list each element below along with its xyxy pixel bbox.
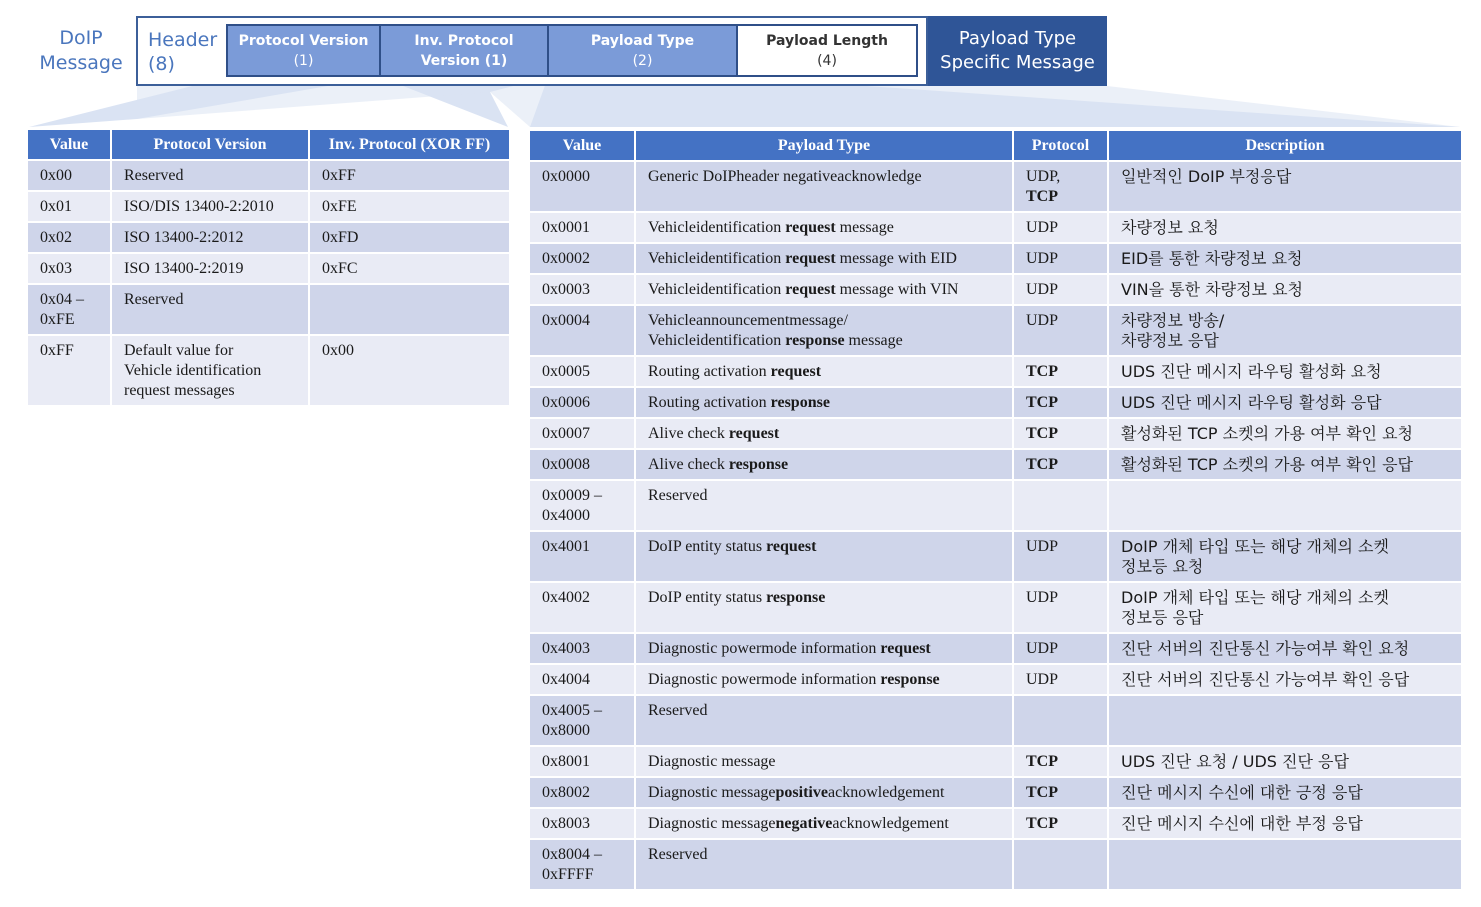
payload-value-cell: 0x4004 — [529, 664, 635, 695]
payload-protocol-cell — [1013, 582, 1108, 633]
protocol-inv-cell: 0xFC — [309, 253, 510, 284]
protocol-row — [27, 253, 510, 284]
payload-type-text: Diagnostic powermode information — [648, 671, 881, 688]
payload-description-cell: UDS 진단 메시지 라우팅 활성화 응답 — [1108, 387, 1462, 418]
payload-protocol-cell — [1013, 808, 1108, 839]
payload-protocol-cell — [1013, 480, 1108, 531]
payload-description-cell: UDS 진단 요청 / UDS 진단 응답 — [1108, 746, 1462, 777]
header-label-line2: (8) — [148, 53, 175, 75]
payload-type-cell — [635, 387, 1013, 418]
field-inv-protocol-name2: Version (1) — [420, 52, 508, 69]
payload-type-cell — [635, 633, 1013, 664]
protocol-text: UDP — [1026, 589, 1059, 606]
payload-protocol-cell — [1013, 746, 1108, 777]
payload-type-text: DoIP entity status — [648, 589, 767, 606]
protocol-text: UDP — [1026, 281, 1059, 298]
payload-type-text: DoIP entity status — [648, 538, 767, 555]
payload-col-description: Description — [1108, 130, 1462, 161]
payload-row — [529, 274, 1462, 305]
protocol-value-cell: 0x02 — [27, 222, 111, 253]
payload-type-cell — [635, 356, 1013, 387]
payload-row — [529, 161, 1462, 212]
payload-type-text: Diagnostic powermode information — [648, 640, 881, 657]
payload-type-text: Vehicleannouncementmessage/ Vehicleidentification — [648, 312, 848, 349]
payload-type-text: acknowledgement — [832, 815, 949, 832]
protocol-text: UDP — [1026, 312, 1059, 329]
payload-value-cell: 0x0000 — [529, 161, 635, 212]
payload-row — [529, 531, 1462, 582]
field-payload-length-name: Payload Length — [766, 32, 888, 49]
payload-protocol-cell — [1013, 161, 1108, 212]
payload-description-cell: DoIP 개체 타입 또는 해당 개체의 소켓 정보등 응답 — [1108, 582, 1462, 633]
payload-type-cell — [635, 449, 1013, 480]
protocol-value-cell: 0x01 — [27, 191, 111, 222]
payload-type-emphasis: response — [728, 456, 789, 473]
payload-type-emphasis: request — [728, 425, 780, 442]
payload-type-text: acknowledgement — [827, 784, 945, 801]
payload-col-protocol: Protocol — [1013, 130, 1108, 161]
protocol-emphasis: TCP — [1026, 753, 1058, 770]
protocol-text: UDP — [1026, 640, 1059, 657]
payload-col-value: Value — [529, 130, 635, 161]
payload-value-cell: 0x8004 – 0xFFFF — [529, 839, 635, 890]
field-inv-protocol-version — [379, 24, 549, 77]
payload-value-cell: 0x4002 — [529, 582, 635, 633]
protocol-inv-cell: 0xFF — [309, 160, 510, 191]
protocol-row — [27, 160, 510, 191]
protocol-col-version: Protocol Version — [111, 129, 309, 160]
protocol-value-cell: 0x03 — [27, 253, 111, 284]
protocol-inv-cell: 0x00 — [309, 335, 510, 406]
payload-type-text: Generic DoIPheader negativeacknowledge — [648, 168, 922, 185]
payload-type-cell — [635, 531, 1013, 582]
protocol-version-table — [26, 128, 511, 407]
payload-type-cell — [635, 664, 1013, 695]
payload-type-text: Routing activation — [648, 363, 771, 380]
payload-type-cell — [635, 808, 1013, 839]
payload-type-cell — [635, 212, 1013, 243]
payload-type-text: Diagnostic message — [648, 815, 776, 832]
payload-row — [529, 418, 1462, 449]
payload-row — [529, 356, 1462, 387]
protocol-col-value: Value — [27, 129, 111, 160]
payload-row — [529, 582, 1462, 633]
payload-row — [529, 777, 1462, 808]
payload-type-text: Reserved — [648, 846, 708, 863]
payload-description-cell: 진단 메시지 수신에 대한 긍정 응답 — [1108, 777, 1462, 808]
protocol-emphasis: TCP — [1026, 456, 1058, 473]
payload-row — [529, 212, 1462, 243]
payload-type-cell — [635, 161, 1013, 212]
payload-value-cell: 0x0005 — [529, 356, 635, 387]
payload-row — [529, 839, 1462, 890]
protocol-version-cell: ISO 13400-2:2012 — [111, 222, 309, 253]
protocol-text: UDP — [1026, 219, 1059, 236]
protocol-row — [27, 191, 510, 222]
payload-type-text: message with VIN — [835, 281, 959, 298]
payload-protocol-cell — [1013, 839, 1108, 890]
payload-description-cell: 활성화된 TCP 소켓의 가용 여부 확인 응답 — [1108, 449, 1462, 480]
payload-protocol-cell — [1013, 243, 1108, 274]
field-protocol-version — [226, 24, 381, 77]
payload-description-cell: 진단 메시지 수신에 대한 부정 응답 — [1108, 808, 1462, 839]
payload-value-cell: 0x4005 – 0x8000 — [529, 695, 635, 746]
payload-description-cell: 활성화된 TCP 소켓의 가용 여부 확인 요청 — [1108, 418, 1462, 449]
payload-description-cell: 일반적인 DoIP 부정응답 — [1108, 161, 1462, 212]
payload-type-text: Reserved — [648, 487, 708, 504]
payload-value-cell: 0x0007 — [529, 418, 635, 449]
protocol-text: UDP, — [1026, 168, 1061, 185]
payload-row — [529, 305, 1462, 356]
payload-row — [529, 449, 1462, 480]
payload-type-cell — [635, 582, 1013, 633]
header-label-line1: Header — [148, 29, 218, 51]
field-payload-type-size: (2) — [632, 52, 653, 69]
field-payload-length — [736, 24, 918, 77]
payload-value-cell: 0x0006 — [529, 387, 635, 418]
protocol-emphasis: TCP — [1026, 784, 1058, 801]
payload-type-cell — [635, 839, 1013, 890]
payload-description-cell: UDS 진단 메시지 라우팅 활성화 요청 — [1108, 356, 1462, 387]
payload-value-cell: 0x0003 — [529, 274, 635, 305]
protocol-inv-cell: 0xFD — [309, 222, 510, 253]
payload-col-type: Payload Type — [635, 130, 1013, 161]
payload-type-cell — [635, 746, 1013, 777]
payload-type-cell — [635, 418, 1013, 449]
payload-type-emphasis: request — [766, 538, 817, 555]
payload-type-cell — [635, 777, 1013, 808]
payload-type-text: Diagnostic message — [648, 784, 776, 801]
payload-value-cell: 0x8001 — [529, 746, 635, 777]
payload-protocol-cell — [1013, 212, 1108, 243]
payload-protocol-cell — [1013, 387, 1108, 418]
payload-type-emphasis: response — [766, 589, 826, 606]
payload-value-cell: 0x0009 – 0x4000 — [529, 480, 635, 531]
payload-description-cell: VIN을 통한 차량정보 요청 — [1108, 274, 1462, 305]
field-protocol-version-name: Protocol Version — [238, 32, 369, 49]
payload-protocol-cell — [1013, 274, 1108, 305]
protocol-col-inv: Inv. Protocol (XOR FF) — [309, 129, 510, 160]
doip-label-line2: Message — [39, 52, 123, 74]
field-payload-type-name: Payload Type — [590, 32, 695, 49]
payload-row — [529, 387, 1462, 418]
protocol-value-cell: 0xFF — [27, 335, 111, 406]
payload-protocol-cell — [1013, 633, 1108, 664]
protocol-version-cell: Default value for Vehicle identification request messages — [111, 335, 309, 406]
protocol-value-cell: 0x00 — [27, 160, 111, 191]
payload-specific-line1: Payload Type — [958, 28, 1077, 49]
protocol-version-cell: ISO 13400-2:2019 — [111, 253, 309, 284]
protocol-emphasis: TCP — [1026, 188, 1058, 205]
protocol-version-cell: ISO/DIS 13400-2:2010 — [111, 191, 309, 222]
payload-protocol-cell — [1013, 305, 1108, 356]
payload-row — [529, 695, 1462, 746]
field-inv-protocol-name: Inv. Protocol — [414, 32, 514, 49]
payload-table-header-row — [529, 130, 1462, 161]
payload-type-text: Alive check — [648, 456, 729, 473]
payload-type-text: message — [835, 219, 894, 236]
payload-value-cell: 0x8003 — [529, 808, 635, 839]
payload-value-cell: 0x4001 — [529, 531, 635, 582]
header-label — [148, 28, 217, 76]
protocol-row — [27, 284, 510, 335]
payload-type-emphasis: request — [785, 219, 836, 236]
payload-row — [529, 480, 1462, 531]
doip-message-label — [30, 26, 132, 76]
payload-type-text: Vehicleidentification — [648, 219, 786, 236]
payload-type-emphasis: response — [770, 394, 830, 411]
payload-type-text: message with EID — [835, 250, 957, 267]
protocol-text: UDP — [1026, 538, 1059, 555]
payload-type-text: Routing activation — [648, 394, 771, 411]
payload-description-cell: 차량정보 요청 — [1108, 212, 1462, 243]
payload-row — [529, 664, 1462, 695]
payload-description-cell: EID를 통한 차량정보 요청 — [1108, 243, 1462, 274]
payload-type-text: Alive check — [648, 425, 729, 442]
payload-description-cell — [1108, 839, 1462, 890]
fan-background — [137, 86, 1460, 127]
payload-protocol-cell — [1013, 531, 1108, 582]
payload-row — [529, 243, 1462, 274]
protocol-inv-cell: 0xFE — [309, 191, 510, 222]
protocol-row — [27, 335, 510, 406]
payload-row — [529, 633, 1462, 664]
protocol-text: UDP — [1026, 671, 1059, 688]
protocol-emphasis: TCP — [1026, 425, 1058, 442]
doip-label-line1: DoIP — [59, 27, 103, 49]
payload-description-cell — [1108, 695, 1462, 746]
payload-value-cell: 0x0002 — [529, 243, 635, 274]
protocol-version-cell: Reserved — [111, 284, 309, 335]
payload-type-cell — [635, 305, 1013, 356]
payload-type-text: Reserved — [648, 702, 708, 719]
payload-description-cell: 차량정보 방송/ 차량정보 응답 — [1108, 305, 1462, 356]
payload-type-emphasis: negative — [775, 815, 833, 832]
payload-protocol-cell — [1013, 695, 1108, 746]
payload-description-cell — [1108, 480, 1462, 531]
payload-value-cell: 0x4003 — [529, 633, 635, 664]
payload-type-emphasis: request — [785, 281, 836, 298]
payload-protocol-cell — [1013, 664, 1108, 695]
protocol-emphasis: TCP — [1026, 815, 1058, 832]
payload-type-cell — [635, 274, 1013, 305]
payload-row — [529, 808, 1462, 839]
protocol-table-header-row — [27, 129, 510, 160]
payload-type-cell — [635, 695, 1013, 746]
payload-type-text: Diagnostic message — [648, 753, 776, 770]
payload-specific-line2: Specific Message — [940, 52, 1095, 73]
payload-type-cell — [635, 480, 1013, 531]
protocol-emphasis: TCP — [1026, 363, 1058, 380]
payload-type-cell — [635, 243, 1013, 274]
payload-value-cell: 0x0008 — [529, 449, 635, 480]
payload-type-text: Vehicleidentification — [648, 250, 786, 267]
payload-protocol-cell — [1013, 777, 1108, 808]
payload-type-table — [528, 129, 1463, 891]
protocol-row — [27, 222, 510, 253]
payload-type-text: message — [844, 332, 903, 349]
payload-description-cell: 진단 서버의 진단통신 가능여부 확인 응답 — [1108, 664, 1462, 695]
payload-type-emphasis: positive — [775, 784, 828, 801]
payload-type-emphasis: request — [770, 363, 822, 380]
protocol-text: UDP — [1026, 250, 1059, 267]
payload-type-emphasis: request — [785, 250, 836, 267]
payload-value-cell: 0x0001 — [529, 212, 635, 243]
payload-protocol-cell — [1013, 356, 1108, 387]
payload-type-emphasis: response — [785, 332, 845, 349]
field-protocol-version-size: (1) — [293, 52, 314, 69]
payload-protocol-cell — [1013, 449, 1108, 480]
payload-description-cell: DoIP 개체 타입 또는 해당 개체의 소켓 정보등 요청 — [1108, 531, 1462, 582]
protocol-version-cell: Reserved — [111, 160, 309, 191]
field-payload-type — [547, 24, 738, 77]
payload-protocol-cell — [1013, 418, 1108, 449]
payload-type-emphasis: request — [880, 640, 931, 657]
field-payload-length-size: (4) — [817, 52, 837, 69]
payload-type-text: Vehicleidentification — [648, 281, 786, 298]
payload-value-cell: 0x0004 — [529, 305, 635, 356]
payload-type-emphasis: response — [880, 671, 940, 688]
payload-row — [529, 746, 1462, 777]
protocol-value-cell: 0x04 – 0xFE — [27, 284, 111, 335]
payload-type-specific-message — [928, 16, 1107, 86]
payload-value-cell: 0x8002 — [529, 777, 635, 808]
protocol-emphasis: TCP — [1026, 394, 1058, 411]
payload-description-cell: 진단 서버의 진단통신 가능여부 확인 요청 — [1108, 633, 1462, 664]
protocol-inv-cell — [309, 284, 510, 335]
